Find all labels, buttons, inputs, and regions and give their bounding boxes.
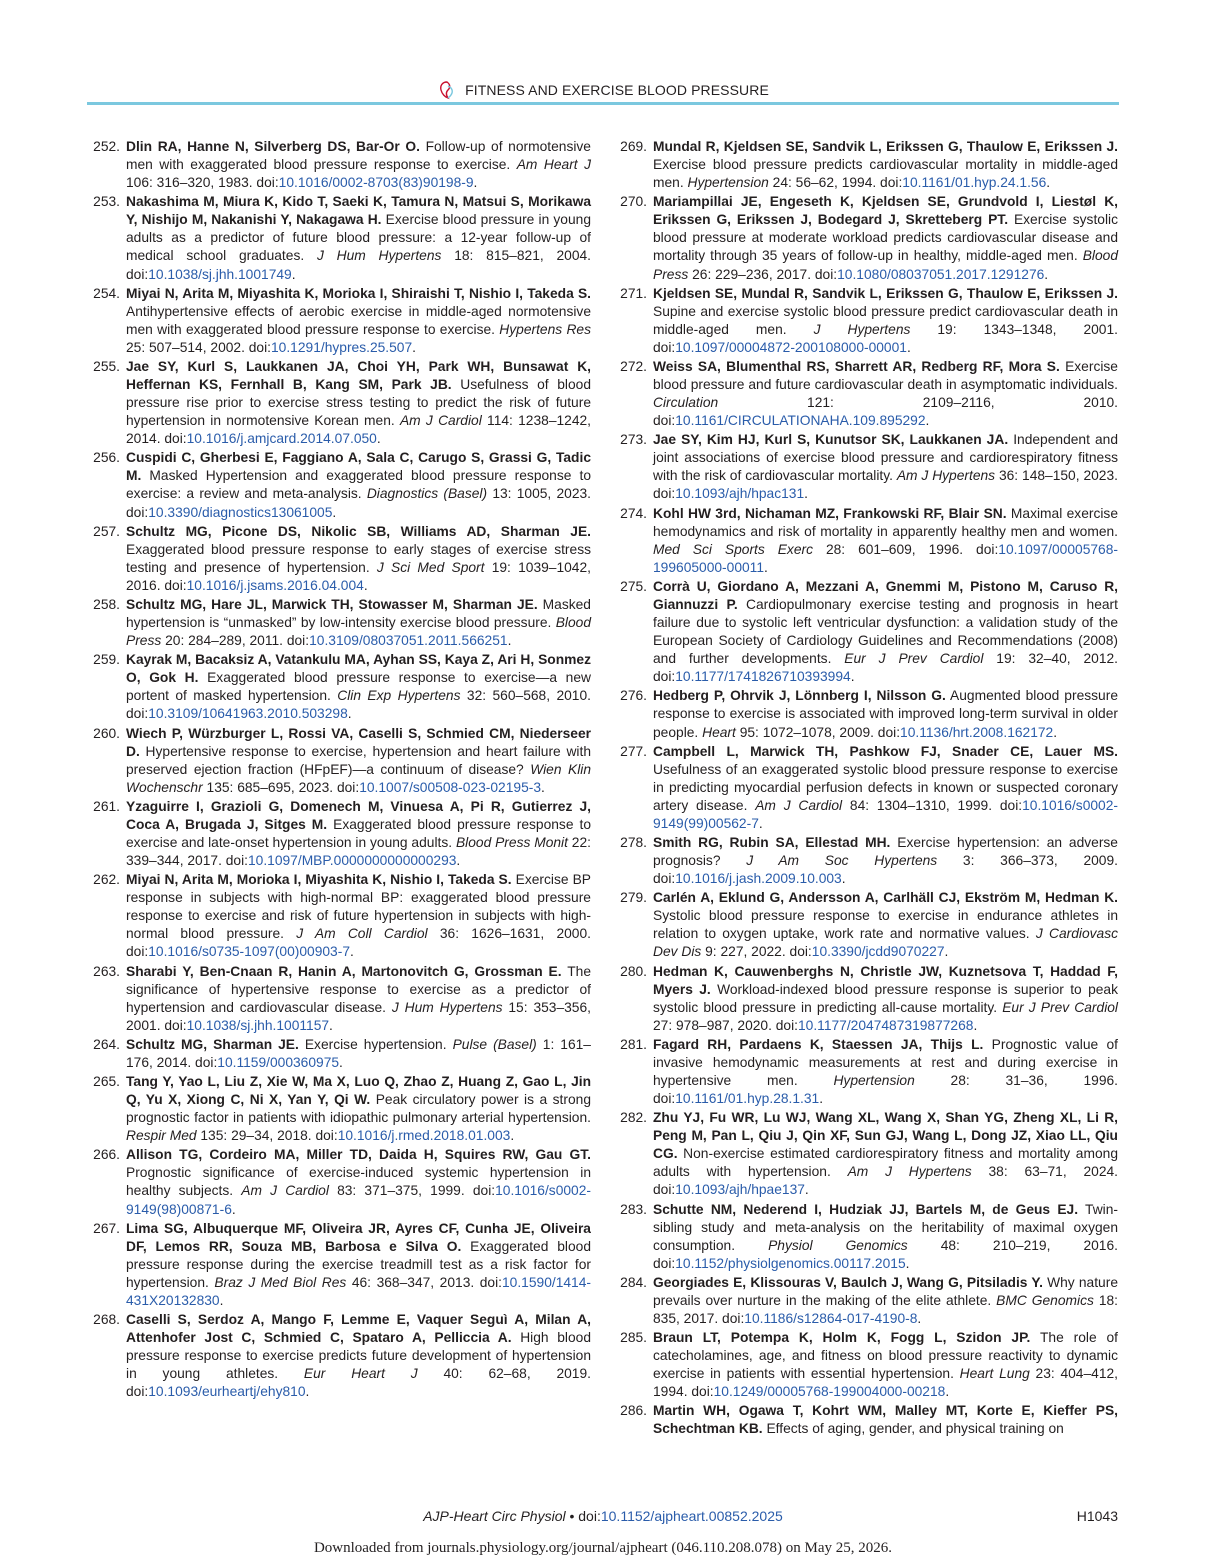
reference-title: The role of catecholamines, age, and fitness on blood pressure reactivity to dynamic exercise in patients with essential hypertension.	[653, 1330, 1119, 1382]
reference-journal: Heart	[702, 724, 736, 740]
reference-details: 18: 815–821, 2004. doi:	[126, 248, 591, 282]
reference-authors: Weiss SA, Blumenthal RS, Sharrett AR, Redberg RF, Mora S.	[653, 358, 1060, 374]
reference-title: Masked Hypertension and exaggerated blood pressure response to exercise: a review and meta-analysis.	[126, 468, 591, 502]
reference-authors: Miyai N, Arita M, Miyashita K, Morioka I, Shiraishi T, Nishio I, Takeda S.	[126, 285, 591, 301]
reference-number: 282.	[620, 1110, 647, 1126]
reference-column-right	[615, 138, 1118, 1440]
reference-number: 268.	[93, 1312, 120, 1327]
reference-item	[88, 285, 591, 357]
reference-authors: Smith RG, Rubin SA, Ellestad MH.	[653, 834, 891, 850]
reference-end: .	[973, 1017, 978, 1033]
reference-end: .	[944, 944, 949, 960]
reference-end: .	[376, 431, 381, 447]
reference-journal: Pulse (Basel)	[452, 1036, 537, 1052]
reference-title: Why nature prevails over nurture in the making of the elite athlete.	[653, 1274, 1118, 1308]
reference-item	[88, 1146, 591, 1218]
reference-journal: Wien Klin Wochenschr	[126, 761, 591, 795]
reference-item	[88, 1220, 591, 1310]
reference-journal: Clin Exp Hypertens	[337, 688, 461, 704]
reference-number: 264.	[93, 1036, 120, 1052]
reference-doi-link[interactable]: 10.1093/ajh/hpac131	[675, 486, 805, 502]
reference-number: 253.	[93, 194, 120, 210]
reference-list-left	[88, 138, 591, 1401]
running-header	[88, 76, 1118, 104]
page-footer	[88, 1508, 1118, 1528]
reference-doi-link[interactable]: 10.3390/jcdd9070227	[811, 944, 945, 960]
reference-item	[615, 963, 1118, 1035]
reference-title: Non-exercise estimated cardiorespiratory fitness and mortality among adults with hypertension.	[653, 1146, 1118, 1180]
reference-end: .	[332, 504, 337, 520]
reference-details: 25: 507–514, 2002. doi:	[126, 339, 271, 355]
reference-item	[615, 1402, 1118, 1438]
reference-number: 275.	[620, 578, 647, 594]
reference-number: 255.	[93, 358, 120, 374]
reference-item	[615, 138, 1118, 192]
reference-title: Independent and joint associations of exercise blood pressure and cardiorespiratory fitness with the risk of cardiovascular mortality.	[653, 432, 1118, 484]
reference-end: .	[219, 1292, 224, 1308]
reference-journal: J Hum Hypertens	[391, 999, 503, 1015]
reference-title: Exercise blood pressure in young adults as a predictor of future blood pressure: a 12-year follow-up of medical school graduates.	[126, 212, 591, 264]
reference-authors: Dlin RA, Hanne N, Silverberg DS, Bar-Or O.	[126, 139, 420, 154]
reference-authors: Cuspidi C, Gherbesi E, Faggiano A, Sala C, Carugo S, Grassi G, Tadic M.	[126, 450, 591, 484]
reference-end: .	[412, 339, 416, 355]
footer-journal: AJP-Heart Circ Physiol	[423, 1508, 566, 1524]
reference-item	[88, 725, 591, 797]
reference-journal: Blood Press	[126, 615, 591, 649]
reference-number: 257.	[93, 523, 120, 539]
reference-number: 265.	[93, 1073, 120, 1089]
reference-number: 263.	[93, 963, 120, 979]
reference-title: Augmented blood pressure response to exercise is associated with improved long-term survival in older people.	[653, 688, 1118, 740]
reference-journal: Hypertension	[833, 1072, 915, 1088]
reference-authors: Campbell L, Marwick TH, Pashkow FJ, Snader CE, Lauer MS.	[653, 743, 1118, 759]
reference-end: .	[339, 1054, 343, 1070]
reference-journal: Respir Med	[126, 1128, 197, 1144]
reference-title: Supine and exercise systolic blood pressure predict cardiovascular death in middle-aged men.	[653, 303, 1118, 337]
reference-doi-link[interactable]: 10.1159/000360975	[217, 1054, 340, 1070]
reference-end: .	[758, 815, 763, 831]
reference-doi-link[interactable]: 10.1186/s12864-017-4190-8	[744, 1311, 918, 1326]
reference-authors: Allison TG, Cordeiro MA, Miller TD, Daida H, Squires RW, Gau GT.	[126, 1147, 591, 1163]
reference-number: 274.	[620, 505, 647, 521]
reference-authors: Fagard RH, Pardaens K, Staessen JA, Thijs L.	[653, 1036, 984, 1052]
reference-journal: Hypertension	[687, 175, 769, 191]
reference-number: 281.	[620, 1036, 647, 1052]
reference-journal: J Am Coll Cardiol	[296, 926, 428, 942]
reference-end: .	[1044, 266, 1049, 282]
reference-authors: Schultz MG, Hare JL, Marwick TH, Stowasser M, Sharman JE.	[126, 596, 538, 612]
reference-details: 20: 284–289, 2011. doi:	[161, 633, 310, 649]
reference-doi-link[interactable]: 10.1007/s00508-023-02195-3	[359, 779, 542, 795]
reference-item	[88, 523, 591, 595]
reference-title: Exercise hypertension.	[298, 1036, 453, 1052]
reference-authors: Schultz MG, Sharman JE.	[126, 1036, 299, 1052]
reference-title: The significance of hypertensive response to exercise as a predictor of hypertension and cardiovascular disease.	[126, 963, 591, 1015]
reference-end: .	[329, 1017, 333, 1033]
reference-journal: Eur J Prev Cardiol	[1002, 999, 1118, 1015]
reference-details: 40: 62–68, 2019. doi:	[126, 1366, 591, 1400]
reference-details: 32: 560–568, 2010. doi:	[126, 688, 591, 722]
reference-title: Workload-indexed blood pressure response is superior to peak systolic blood pressure in predicting all-cause mortality.	[653, 981, 1118, 1015]
reference-doi-link[interactable]: 10.1249/00005768-199004000-00218	[713, 1384, 946, 1400]
reference-journal: J Am Soc Hypertens	[746, 853, 938, 869]
reference-doi-link[interactable]: 10.3109/08037051.2011.566251	[309, 633, 508, 649]
reference-details: 23: 404–412, 1994. doi:	[653, 1366, 1118, 1400]
reference-journal: Am J Hypertens	[847, 1164, 972, 1180]
reference-item	[615, 193, 1118, 283]
download-notice: Downloaded from journals.physiology.org/journal/ajpheart (046.110.208.078) on May 25, 2026.	[313, 1540, 893, 1556]
reference-title: Prognostic value of invasive hemodynamic measurements at rest and during exercise in hypertensive men.	[653, 1036, 1118, 1088]
reference-details: 9: 227, 2022. doi:	[701, 944, 812, 960]
reference-authors: Sharabi Y, Ben-Cnaan R, Hanin A, Martonovitch G, Grossman E.	[126, 963, 562, 979]
reference-title: Exercise blood pressure and future cardiovascular death in asymptomatic individuals.	[653, 358, 1118, 393]
reference-end: .	[850, 669, 855, 685]
reference-list-right	[615, 138, 1118, 1439]
reference-journal: Physiol Genomics	[768, 1237, 908, 1253]
reference-journal: J Cardiovasc Dev Dis	[653, 926, 1119, 960]
reference-details: 3: 366–373, 2009. doi:	[653, 853, 1118, 887]
reference-journal: Med Sci Sports Exerc	[653, 541, 813, 557]
reference-doi-link[interactable]: 10.3390/diagnostics13061005	[148, 504, 333, 520]
reference-details: 95: 1072–1078, 2009. doi:	[735, 724, 901, 740]
reference-end: .	[1053, 724, 1058, 740]
reference-details: 26: 229–236, 2017. doi:	[688, 266, 838, 282]
reference-number: 279.	[620, 890, 647, 906]
reference-doi-link[interactable]: 10.1136/hrt.2008.162172	[900, 724, 1054, 740]
reference-title: Usefulness of an exaggerated systolic blood pressure response to exercise in predicting myocardial perfusion defects in known or suspected coronary artery disease.	[653, 761, 1118, 813]
reference-journal: Blood Press	[653, 248, 1118, 282]
reference-doi-link[interactable]: 10.1016/s0002-9149(98)00871-6	[126, 1183, 591, 1217]
reference-item	[88, 596, 591, 650]
reference-journal: BMC Genomics	[996, 1292, 1094, 1308]
reference-doi-link[interactable]: 10.1097/00005768-199605000-00011	[653, 541, 1118, 575]
reference-doi-link[interactable]: 10.1161/CIRCULATIONAHA.109.895292	[675, 413, 926, 429]
reference-title: Exercise blood pressure predicts cardiovascular mortality in middle-aged men.	[653, 157, 1118, 191]
reference-doi-link[interactable]: 10.1093/ajh/hpae137	[675, 1182, 805, 1198]
reference-title: Usefulness of blood pressure rise prior to exercise stress testing to predict the risk of future hypertension in normotensive Korean men.	[126, 377, 592, 429]
reference-title: Follow-up of normotensive men with exaggerated blood pressure response to exercise.	[126, 139, 591, 173]
reference-number: 261.	[93, 798, 120, 814]
reference-number: 269.	[620, 139, 647, 154]
reference-journal: Am J Hypertens	[896, 468, 996, 484]
reference-details: 106: 316–320, 1983. doi:	[126, 175, 279, 191]
reference-end: .	[804, 486, 808, 502]
reference-item	[88, 193, 591, 283]
reference-doi-link[interactable]: 10.1161/01.hyp.24.1.56	[902, 175, 1047, 191]
reference-authors: Schultz MG, Picone DS, Nikolic SB, Williams AD, Sharman JE.	[126, 523, 591, 539]
reference-title: Hypertensive response to exercise, hypertension and heart failure with preserved ejection fraction (HFpEF)—a continuum of disease?	[126, 743, 591, 777]
reference-end: .	[764, 559, 768, 575]
reference-title: Antihypertensive effects of aerobic exercise in middle-aged normotensive men with exaggerated blood pressure response to exercise.	[126, 303, 591, 337]
reference-authors: Hedman K, Cauwenberghs N, Christle JW, Kuznetsova T, Haddad F, Myers J.	[653, 963, 1118, 997]
reference-end: .	[945, 1384, 950, 1400]
reference-end: .	[819, 1091, 824, 1107]
reference-item	[615, 358, 1118, 430]
reference-details: 19: 32–40, 2012. doi:	[653, 651, 1118, 685]
reference-details: 15: 353–356, 2001. doi:	[126, 999, 591, 1033]
reference-end: .	[541, 779, 545, 795]
reference-end: .	[473, 175, 478, 191]
reference-doi-link[interactable]: 10.1038/sj.jhh.1001157	[186, 1017, 330, 1033]
reference-authors: Wiech P, Würzburger L, Rossi VA, Caselli S, Schmied CM, Niederseer D.	[126, 725, 591, 759]
reference-details: 114: 1238–1242, 2014. doi:	[126, 413, 592, 447]
reference-authors: Corrà U, Giordano A, Mezzani A, Gnemmi M, Pistono M, Caruso R, Giannuzzi P.	[653, 578, 1118, 612]
reference-journal: Heart Lung	[959, 1366, 1030, 1382]
reference-end: .	[804, 1182, 809, 1198]
reference-journal: Am J Cardiol	[241, 1183, 329, 1199]
reference-doi-link[interactable]: 10.1038/sj.jhh.1001749	[148, 266, 292, 282]
reference-doi-link[interactable]: 10.1016/s0002-9149(99)00562-7	[653, 797, 1118, 831]
running-header-title: FITNESS AND EXERCISE BLOOD PRESSURE	[465, 82, 769, 98]
reference-authors: Kjeldsen SE, Mundal R, Sandvik L, Erikssen G, Thaulow E, Erikssen J.	[653, 285, 1118, 301]
reference-details: 36: 148–150, 2023. doi:	[653, 468, 1118, 502]
reference-title: Exercise BP response in subjects with high-normal BP: exaggerated blood pressure response to exercise and risk of future hypertension in subjects with high-normal blood pressure.	[126, 872, 591, 942]
reference-end: .	[363, 577, 368, 593]
reference-authors: Hedberg P, Ohrvik J, Lönnberg I, Nilsson G.	[653, 688, 946, 704]
reference-item	[88, 449, 591, 521]
reference-doi-link[interactable]: 10.1016/0002-8703(83)90198-9	[278, 175, 474, 191]
reference-details: 38: 63–71, 2024. doi:	[653, 1164, 1118, 1198]
reference-details: 22: 339–344, 2017. doi:	[126, 834, 591, 869]
reference-end: .	[905, 1255, 910, 1271]
reference-details: 121: 2109–2116, 2010. doi:	[653, 395, 1118, 429]
reference-column-left	[88, 138, 591, 1402]
reference-doi-link[interactable]: 10.1016/s0735-1097(00)00903-7	[148, 944, 351, 960]
reference-title: Maximal exercise hemodynamics and risk of mortality in apparently healthy men and women.	[653, 505, 1118, 539]
reference-number: 277.	[620, 743, 647, 759]
journal-logo-icon	[437, 80, 457, 100]
reference-doi-link[interactable]: 10.1097/MBP.0000000000000293	[247, 853, 457, 869]
reference-item	[615, 1201, 1118, 1273]
reference-journal: Circulation	[653, 395, 719, 411]
header-rule	[87, 102, 1119, 105]
reference-title: Peak circulatory power is a strong prognostic factor in patients with idiopathic pulmonary arterial hypertension.	[126, 1092, 591, 1126]
reference-details: 84: 1304–1310, 1999. doi:	[842, 797, 1023, 813]
reference-doi-link[interactable]: 10.1291/hypres.25.507	[271, 339, 413, 355]
reference-details: 1: 161–176, 2014. doi:	[126, 1036, 591, 1070]
reference-authors: Tang Y, Yao L, Liu Z, Xie W, Ma X, Luo Q, Zhao Z, Huang Z, Gao L, Jin Q, Yu X, Xiong C, Ni X, Yan Y, Qi W.	[126, 1073, 591, 1108]
reference-title: Twin-sibling study and meta-analysis on the heritability of maximal oxygen consumption.	[653, 1201, 1119, 1253]
reference-end: .	[1046, 175, 1051, 191]
reference-authors: Mariampillai JE, Engeseth K, Kjeldsen SE, Grundvold I, Liestøl K, Erikssen G, Erikssen J, Bodegard J, Skretteberg PT.	[653, 194, 1118, 228]
reference-journal: Braz J Med Biol Res	[214, 1274, 347, 1290]
reference-authors: Braun LT, Potempa K, Holm K, Fogg L, Szidon JP.	[653, 1330, 1031, 1346]
reference-details: 24: 56–62, 1994. doi:	[768, 175, 903, 191]
reference-authors: Yzaguirre I, Grazioli G, Domenech M, Vinuesa A, Pi R, Gutierrez J, Coca A, Brugada J, Sitges M.	[126, 798, 591, 832]
reference-doi-link[interactable]: 10.1161/01.hyp.28.1.31	[675, 1091, 820, 1107]
reference-item	[615, 1329, 1118, 1401]
reference-authors: Caselli S, Serdoz A, Mango F, Lemme E, Vaquer Seguì A, Milan A, Attenhofer Jost C, Schmied C, Spataro A, Pelliccia A.	[126, 1312, 591, 1346]
reference-authors: Schutte NM, Nederend I, Hudziak JJ, Bartels M, de Geus EJ.	[653, 1201, 1079, 1217]
reference-item	[88, 1036, 591, 1072]
reference-doi-link[interactable]: 10.1177/1741826710393994	[675, 669, 851, 685]
reference-title: Effects of aging, gender, and physical training on	[762, 1421, 1064, 1437]
footer-citation	[88, 1508, 1118, 1524]
reference-details: 36: 1626–1631, 2000. doi:	[126, 926, 591, 960]
reference-authors: Lima SG, Albuquerque MF, Oliveira JR, Ayres CF, Cunha JE, Oliveira DF, Lemos RR, Souza MB, Barbosa e Silva O.	[126, 1220, 591, 1254]
reference-number: 286.	[620, 1403, 647, 1419]
reference-item	[615, 505, 1118, 577]
reference-details: 83: 371–375, 1999. doi:	[328, 1183, 496, 1199]
reference-authors: Kayrak M, Bacaksiz A, Vatankulu MA, Ayhan SS, Kaya Z, Ari H, Sonmez O, Gok H.	[126, 652, 591, 686]
reference-number: 276.	[620, 688, 647, 704]
reference-item	[615, 431, 1118, 503]
reference-end: .	[906, 339, 911, 355]
reference-item	[615, 889, 1118, 961]
reference-doi-link[interactable]: 10.1177/2047487319877268	[798, 1017, 974, 1033]
reference-end: .	[291, 266, 296, 282]
reference-item	[88, 651, 591, 723]
reference-number: 262.	[93, 872, 120, 888]
reference-journal: Blood Press Monit	[455, 834, 568, 850]
reference-item	[615, 578, 1118, 686]
reference-details: 19: 1039–1042, 2016. doi:	[126, 559, 591, 593]
reference-item	[615, 834, 1118, 888]
reference-item	[88, 871, 591, 961]
reference-details: 27: 978–987, 2020. doi:	[653, 1017, 798, 1033]
page-number: H1043	[1076, 1508, 1118, 1524]
reference-item	[615, 1036, 1118, 1108]
reference-doi-link[interactable]: 10.1093/eurheartj/ehy810	[148, 1384, 306, 1400]
reference-number: 258.	[93, 596, 120, 612]
reference-details: 135: 29–34, 2018. doi:	[196, 1128, 338, 1144]
reference-journal: Eur Heart J	[303, 1366, 418, 1382]
reference-journal: J Hypertens	[813, 321, 911, 337]
footer-doi-link[interactable]: 10.1152/ajpheart.00852.2025	[600, 1508, 783, 1524]
reference-title: Exaggerated blood pressure response during the exercise treadmill test as a risk factor for hypertension.	[126, 1238, 591, 1290]
reference-item	[615, 285, 1118, 357]
reference-doi-link[interactable]: 10.1016/j.rmed.2018.01.003	[337, 1128, 511, 1144]
reference-item	[615, 1274, 1118, 1328]
reference-authors: Carlén A, Eklund G, Andersson A, Carlhäll CJ, Ekström M, Hedman K.	[653, 890, 1118, 906]
reference-end: .	[925, 413, 930, 429]
reference-authors: Kohl HW 3rd, Nichaman MZ, Frankowski RF, Blair SN.	[653, 505, 1007, 521]
reference-number: 259.	[93, 652, 120, 668]
reference-number: 270.	[620, 194, 647, 210]
reference-number: 283.	[620, 1201, 647, 1217]
reference-number: 285.	[620, 1330, 647, 1346]
reference-end: .	[507, 633, 512, 649]
reference-authors: Miyai N, Arita M, Morioka I, Miyashita K, Nishio I, Takeda S.	[126, 872, 512, 888]
reference-authors: Mundal R, Kjeldsen SE, Sandvik L, Erikssen G, Thaulow E, Erikssen J.	[653, 139, 1118, 154]
reference-number: 272.	[620, 358, 647, 374]
reference-journal: Eur J Prev Cardiol	[844, 651, 984, 667]
reference-authors: Jae SY, Kurl S, Laukkanen JA, Choi YH, Park WH, Bunsawat K, Heffernan KS, Fernhall B, Kang SM, Park JB.	[126, 358, 591, 393]
reference-number: 266.	[93, 1147, 120, 1163]
reference-title: Cardiopulmonary exercise testing and prognosis in heart failure due to systolic left ventricular dysfunction: a validation study of the European Society of Cardiology Guidelines and Recommendations (2008) and further developments.	[653, 596, 1118, 667]
reference-authors: Jae SY, Kim HJ, Kurl S, Kunutsor SK, Laukkanen JA.	[653, 432, 1009, 448]
reference-end: .	[350, 944, 354, 960]
reference-number: 273.	[620, 432, 647, 448]
reference-item	[88, 798, 591, 870]
reference-item	[615, 1109, 1118, 1199]
reference-title: Exaggerated blood pressure response to exercise—a new portent of masked hypertension.	[126, 670, 591, 704]
reference-details: 28: 31–36, 1996. doi:	[653, 1072, 1119, 1107]
reference-doi-link[interactable]: 10.3109/10641963.2010.503298	[148, 706, 348, 722]
reference-title: Exercise systolic blood pressure at moderate workload predicts cardiovascular disease and mortality through 35 years of follow-up in healthy, middle-aged men.	[653, 212, 1118, 264]
reference-number: 267.	[93, 1220, 120, 1236]
footer-separator: • doi:	[565, 1508, 601, 1524]
reference-details: 135: 685–695, 2023. doi:	[202, 779, 360, 795]
reference-title: Prognostic significance of exercise-induced systemic hypertension in healthy subjects.	[126, 1165, 591, 1199]
reference-journal: Hypertens Res	[499, 321, 591, 337]
reference-number: 278.	[620, 834, 647, 850]
reference-item	[88, 1311, 591, 1401]
reference-number: 280.	[620, 963, 647, 979]
reference-end: .	[231, 1201, 236, 1217]
reference-doi-link[interactable]: 10.1097/00004872-200108000-00001	[675, 339, 907, 355]
reference-item	[88, 358, 591, 448]
reference-journal: Am J Cardiol	[399, 413, 482, 429]
reference-number: 252.	[93, 139, 120, 154]
reference-details: 13: 1005, 2023. doi:	[126, 486, 591, 520]
reference-title: Exaggerated blood pressure response to early stages of exercise stress testing and presence of hypertension.	[126, 541, 591, 575]
reference-doi-link[interactable]: 10.1590/1414-431X20132830	[126, 1274, 591, 1308]
reference-title: High blood pressure response to exercise predicts future development of hypertension in young athletes.	[126, 1330, 591, 1382]
reference-end: .	[456, 853, 461, 869]
reference-item	[88, 1073, 591, 1145]
reference-details: 28: 601–609, 1996. doi:	[813, 541, 999, 557]
reference-doi-link[interactable]: 10.1016/j.amjcard.2014.07.050	[186, 431, 377, 447]
reference-details: 18: 835, 2017. doi:	[653, 1292, 1118, 1326]
reference-authors: Georgiades E, Klissouras V, Baulch J, Wang G, Pitsiladis Y.	[653, 1274, 1043, 1290]
reference-number: 256.	[93, 450, 120, 466]
reference-title: Masked hypertension is “unmasked” by low-intensity exercise blood pressure.	[126, 596, 591, 631]
reference-end: .	[347, 706, 352, 722]
reference-item	[88, 963, 591, 1035]
reference-doi-link[interactable]: 10.1080/08037051.2017.1291276	[837, 266, 1045, 282]
reference-details: 46: 368–347, 2013. doi:	[346, 1274, 502, 1290]
reference-title: Exaggerated blood pressure response to exercise and late-onset hypertension in young adults.	[126, 816, 591, 850]
reference-number: 254.	[93, 285, 120, 301]
reference-journal: J Sci Med Sport	[376, 559, 485, 575]
reference-number: 260.	[93, 725, 120, 741]
reference-details: 19: 1343–1348, 2001. doi:	[653, 321, 1118, 355]
reference-journal: Am J Cardiol	[755, 797, 843, 813]
reference-number: 284.	[620, 1274, 647, 1290]
reference-details: 48: 210–219, 2016. doi:	[653, 1237, 1118, 1271]
reference-end: .	[305, 1384, 310, 1400]
reference-authors: Zhu YJ, Fu WR, Lu WJ, Wang XL, Wang X, Shan YG, Zheng XL, Li R, Peng M, Pan L, Qiu J, Qin XF, Sun GJ, Wang L, Dong JZ, Xiao LL, Qiu CG.	[653, 1110, 1118, 1162]
reference-authors: Martin WH, Ogawa T, Kohrt WM, Malley MT, Korte E, Kieffer PS, Schechtman KB.	[653, 1403, 1118, 1437]
reference-item	[615, 687, 1118, 741]
reference-title: Systolic blood pressure response to exercise in endurance athletes in relation to oxygen uptake, work rate and normative values.	[653, 908, 1118, 942]
reference-title: Exercise hypertension: an adverse prognosis?	[653, 834, 1118, 869]
reference-number: 271.	[620, 285, 647, 301]
reference-doi-link[interactable]: 10.1016/j.jash.2009.10.003	[675, 871, 842, 887]
reference-journal: J Hum Hypertens	[316, 248, 442, 264]
reference-journal: Diagnostics (Basel)	[366, 486, 488, 502]
reference-item	[88, 138, 591, 192]
reference-end: .	[510, 1128, 515, 1144]
reference-authors: Nakashima M, Miura K, Kido T, Saeki K, Tamura N, Matsui S, Morikawa Y, Nishijo M, Nakanishi Y, Nakagawa H.	[126, 194, 591, 228]
reference-item	[615, 743, 1118, 833]
reference-end: .	[841, 871, 846, 887]
reference-doi-link[interactable]: 10.1152/physiolgenomics.00117.2015	[675, 1255, 906, 1271]
reference-journal: Am Heart J	[516, 157, 591, 173]
reference-end: .	[917, 1311, 922, 1326]
reference-doi-link[interactable]: 10.1016/j.jsams.2016.04.004	[186, 577, 364, 593]
